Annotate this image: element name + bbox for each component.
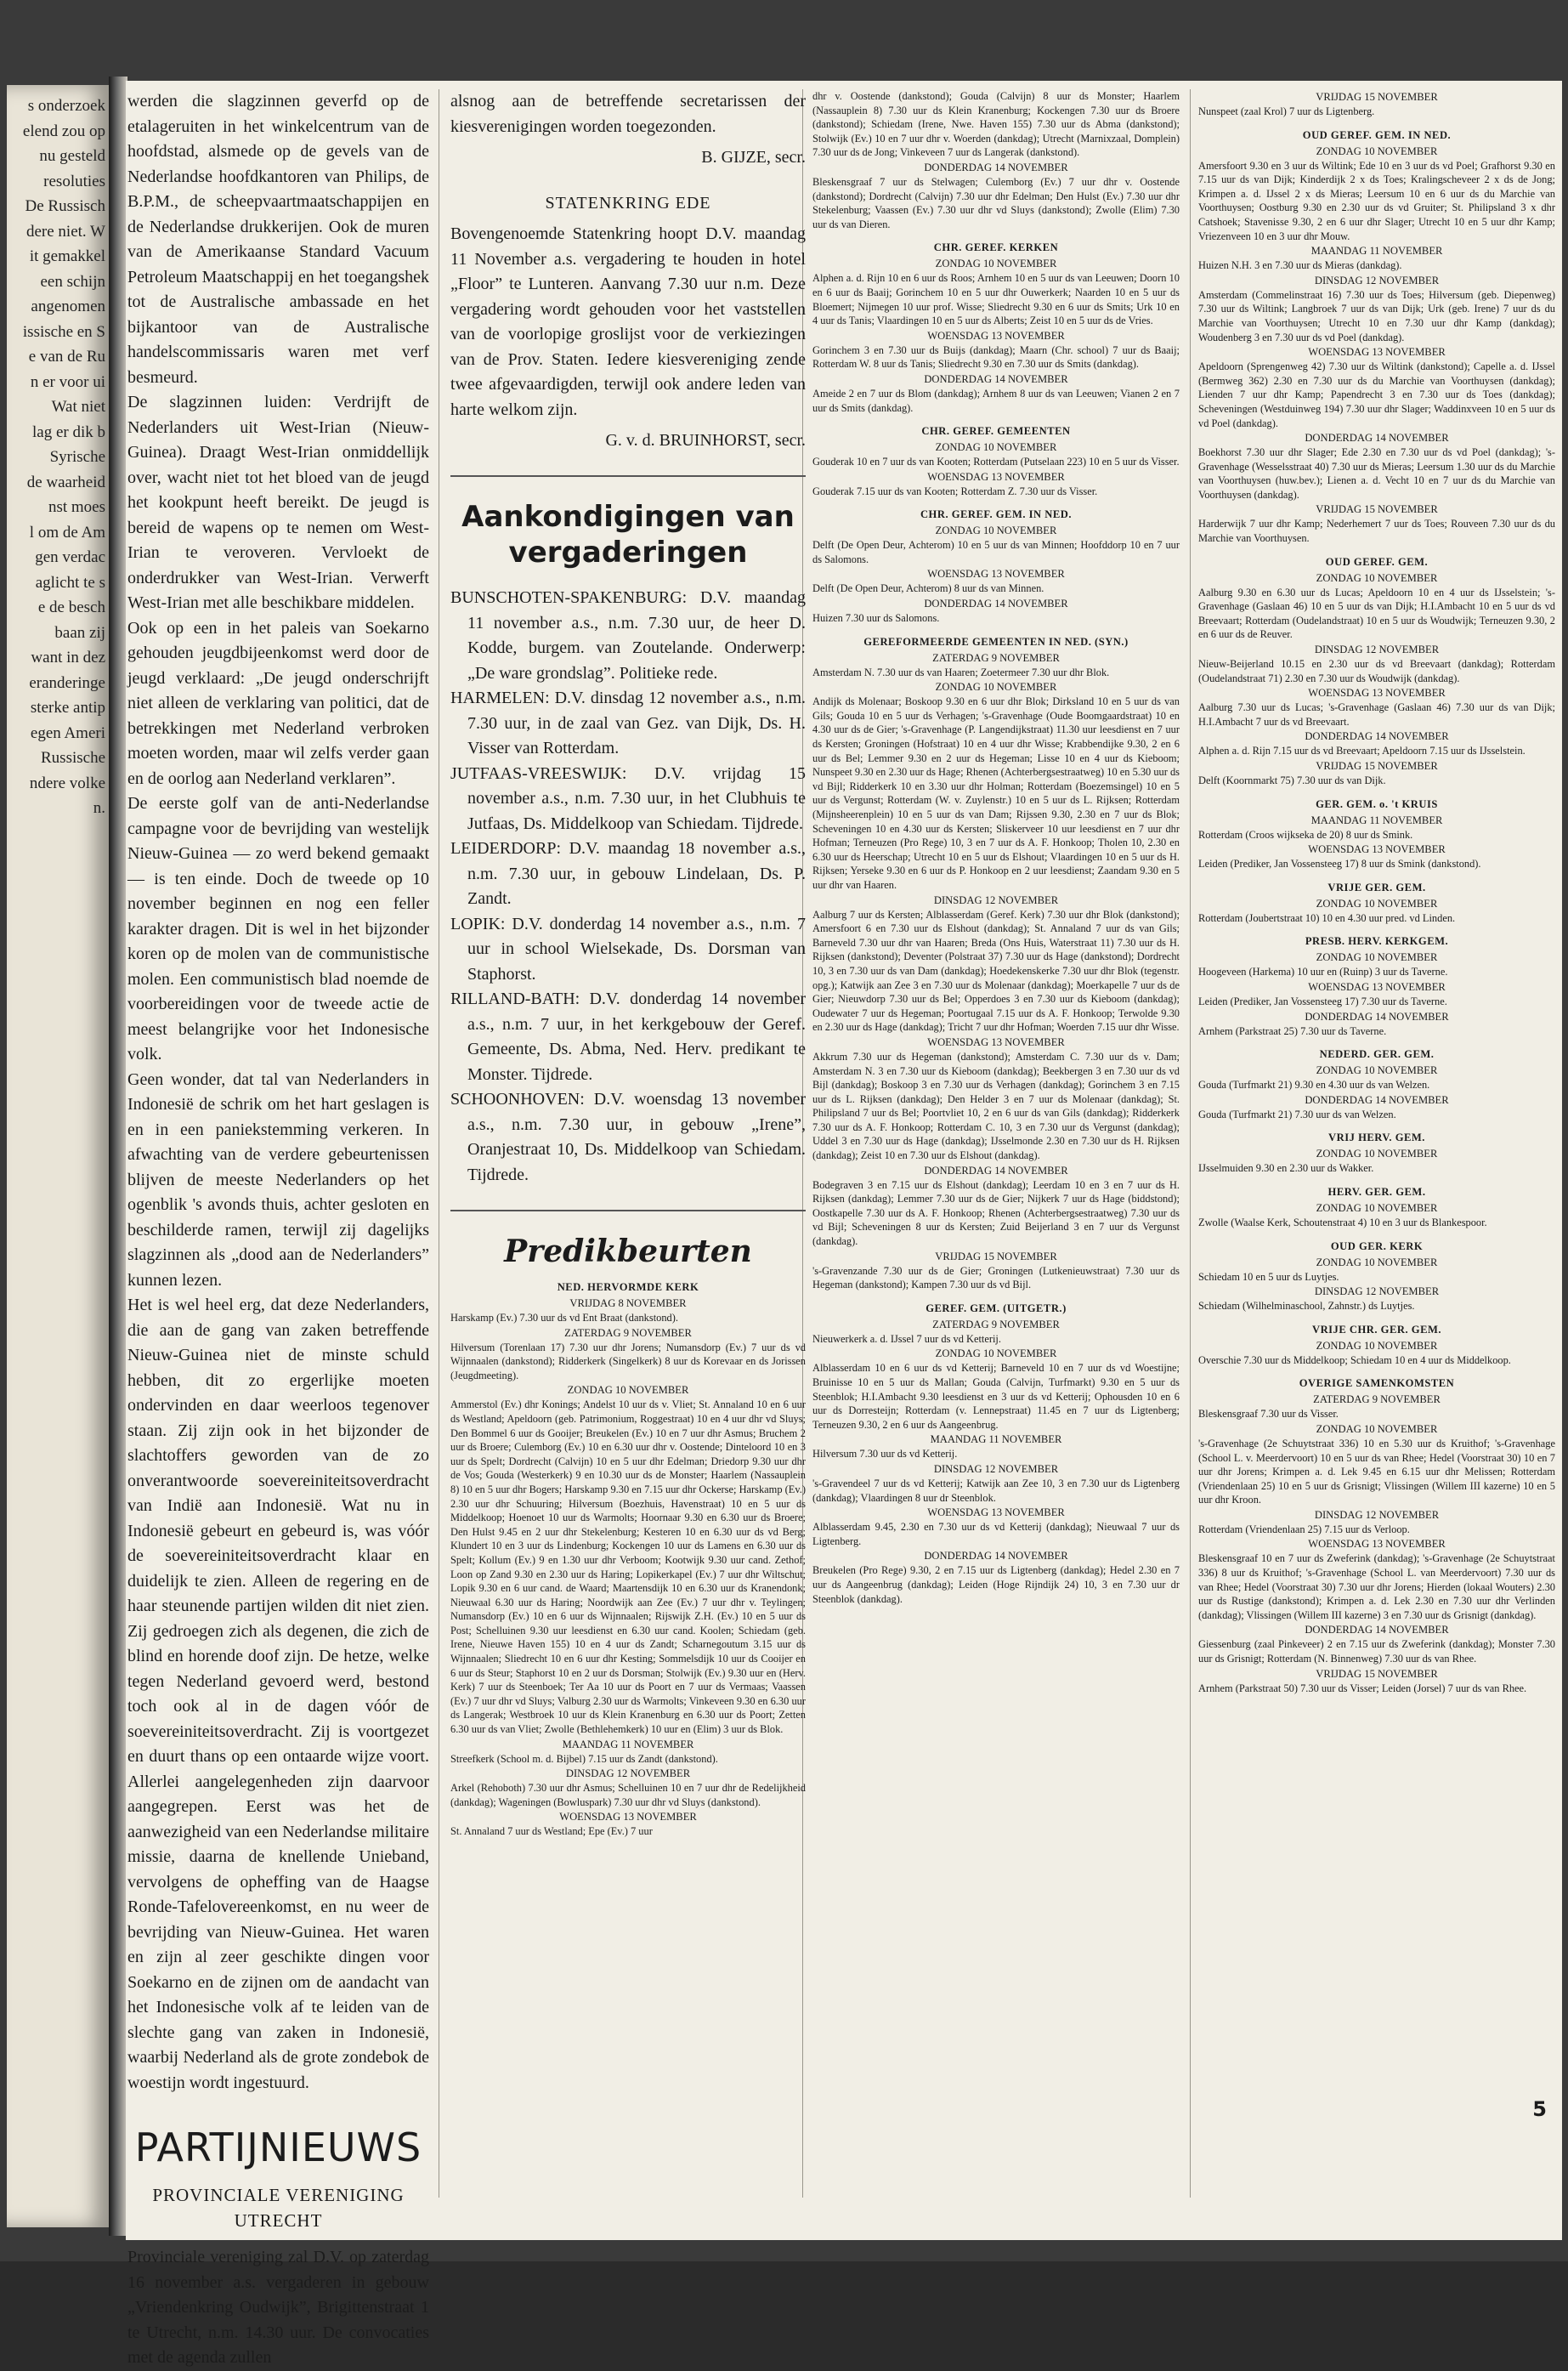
predikbeurten-heading: Predikbeurten — [504, 1234, 752, 1269]
service-list: Arkel (Rehoboth) 7.30 uur dhr Asmus; Schelluinen 10 en 7 uur dhr de Redelijkheid (dankdag); Wageningen (Bowluspark) 7.30 uur dhr vd Sluys (dankstond). — [450, 1782, 806, 1808]
day-heading: ZONDAG 10 NOVEMBER — [1316, 1256, 1438, 1268]
previous-page-text: eranderinge — [29, 673, 105, 692]
previous-page-text: elend zou op — [22, 122, 105, 140]
day-heading: ZONDAG 10 NOVEMBER — [1316, 145, 1438, 157]
day-heading: DINSDAG 12 NOVEMBER — [1314, 1508, 1440, 1521]
service-list: Arnhem (Parkstraat 50) 7.30 uur ds Visser; Leiden (Jorsel) 7 uur ds van Rhee. — [1198, 1682, 1527, 1694]
service-list: Huizen 7.30 uur ds Salomons. — [812, 612, 940, 625]
service-list: Harderwijk 7 uur dhr Kamp; Nederhemert 7 uur ds Toes; Rouveen 7.30 uur ds du Marchie van Voorthuysen. — [1198, 518, 1555, 545]
column-1 — [127, 89, 429, 2367]
day-heading: WOENSDAG 13 NOVEMBER — [1308, 1538, 1446, 1551]
service-list: Bleskensgraaf 7 uur ds Stelwagen; Culemborg (Ev.) 7 uur dhr v. Oostende (dankstond); Dordrecht (Calvijn) 7.30 uur dhr Edelman; Den Hulst (Ev.) 7.30 uur dhr Stekelenburg; Vaassen (Ev.) 7.30 uur dhr vd Sluys (dankstond); Zwolle (Elim) 7.30 uur ds van Dieren. — [812, 175, 1180, 230]
day-heading: ZONDAG 10 NOVEMBER — [1316, 951, 1438, 964]
signature: G. v. d. BRUINHORST, secr. — [605, 431, 806, 450]
column-3 — [812, 89, 1180, 2164]
day-heading: WOENSDAG 13 NOVEMBER — [1308, 843, 1446, 856]
previous-page-text: Syrische — [49, 448, 105, 466]
service-list: Breukelen (Pro Rege) 9.30, 2 en 7.15 uur ds Ligtenberg (dankdag); Hedel 2.30 en 7 uur ds Aangeenbrug (dankdag); Leiden (Hoge Rijndijk 24) 10, 3 en 7.30 uur dr Steenblok (dankdag). — [812, 1564, 1180, 1605]
service-list: Apeldoorn (Sprengenweg 42) 7.30 uur ds Wiltink (dankstond); Capelle a. d. IJssel (Bermweg 362) 2.30 en 7.30 uur ds du Marchie van Voorthuysen (dankdag); Lienden 7 uur dhr Kamp; Papendrecht 3 en 7.30 uur ds Toes (dankdag); Scheveningen (Westduinweg 194) 7.30 uur dhr Slager; Waddinxveen 10 en 5 uur ds vd Poel (dankdag). — [1198, 360, 1555, 429]
previous-page-text: l om de Am — [29, 523, 105, 542]
day-heading: WOENSDAG 13 NOVEMBER — [927, 470, 1065, 483]
day-heading: ZATERDAG 9 NOVEMBER — [564, 1326, 692, 1339]
day-heading: DINSDAG 12 NOVEMBER — [933, 893, 1059, 906]
service-list: Nieuwerkerk a. d. IJssel 7 uur ds vd Ketterij. — [812, 1332, 1001, 1345]
article-paragraph: werden die slagzinnen geverfd op de etalageruiten in het winkelcentrum van de hoofdstad, alsmede op de gevels van de Nederlandse hoofdkantoren van Philips, de B.P.M., de scheepvaartmaatschappijen en de Nederlandse drukkerijen. Ook de muren van de Amerikaanse Standard Vacuum Petroleum Maatschappij en het toegangshek tot de Australische ambassade en het bijkantoor van de Australische handelscommissaris waren met verf besmeurd. — [127, 92, 429, 387]
day-heading: ZONDAG 10 NOVEMBER — [1316, 1201, 1438, 1214]
service-list: Huizen N.H. 3 en 7.30 uur ds Mieras (dankdag). — [1198, 259, 1402, 272]
service-list: Alblasserdam 10 en 6 uur ds vd Ketterij; Barneveld 10 en 7 uur ds vd Woestijne; Bruinisse 10 en 5 uur ds Mallan; Gouda (Calvijn, Turfmarkt) 9.30 en 5 uur ds Steenblok; H.I.Ambacht 9.30 leesdienst en 3 uur ds vd Ketterij; Ophousden 10 en 6 uur ds Dorresteijn; Rotterdam (v. Lennepstraat) 11.45 en 7 uur ds Ligtenberg; Terneuzen 9.30, 2 en 6 uur ds Aangeenbrug. — [812, 1362, 1180, 1431]
day-heading: WOENSDAG 13 NOVEMBER — [927, 329, 1065, 342]
page-number: 5 — [1532, 2097, 1547, 2121]
day-heading: ZONDAG 10 NOVEMBER — [1316, 571, 1438, 584]
church-heading: GEREFORMEERDE GEMEENTEN IN NED. (SYN.) — [863, 635, 1129, 648]
day-heading: DINSDAG 12 NOVEMBER — [565, 1767, 691, 1780]
service-list: Gouderak 7.15 uur ds van Kooten; Rotterdam Z. 7.30 uur ds Visser. — [812, 485, 1098, 497]
statenkring-text: Bovengenoemde Statenkring hoopt D.V. maandag 11 November a.s. vergadering te houden in hotel „Floor” te Lunteren. Aanvang 7.30 uur n.m. Deze vergadering wordt gehouden voor het vaststellen van de voorlopige groslijst voor de verkiezingen van de Prov. Staten. Iedere kiesvereniging zende twee afgevaardigden, terwijl ook andere leden van harte welkom zijn. — [450, 224, 806, 419]
day-heading: DONDERDAG 14 NOVEMBER — [924, 372, 1068, 385]
church-heading: PRESB. HERV. KERKGEM. — [1305, 935, 1449, 948]
previous-page-text: it gemakkel — [29, 247, 105, 265]
service-list: Bleskensgraaf 7.30 uur ds Visser. — [1198, 1408, 1339, 1421]
service-list: St. Annaland 7 uur ds Westland; Epe (Ev.) 7 uur — [450, 1825, 653, 1838]
service-list: Gouda (Turfmarkt 21) 9.30 en 4.30 uur ds van Welzen. — [1198, 1079, 1430, 1092]
previous-page-text: dere niet. W — [25, 222, 105, 241]
column-2 — [450, 89, 806, 2232]
day-heading: DONDERDAG 14 NOVEMBER — [1305, 432, 1449, 445]
service-list: Ameide 2 en 7 uur ds Blom (dankdag); Arnhem 8 uur ds van Leeuwen; Vianen 2 en 7 uur ds Smits (dankdag). — [812, 387, 1180, 414]
church-heading: OVERIGE SAMENKOMSTEN — [1299, 1377, 1455, 1390]
service-list: 's-Gravenhage (2e Schuytstraat 336) 10 en 5.30 uur ds Kruithof; 's-Gravenhage (School L. v. Meerdervoort) 10 en 5 uur ds van Rhee; Hedel (Voorstraat 30) 10 en 7 uur dhr Jorens; Krimpen a. d. Lek 9.45 en 6.15 uur dhr Melissen; Rotterdam (Vriendenlaan 25) 10 en 5 uur ds Grisnigt; Vlissingen (Willem III kazerne) 10 en 5 uur dhr Kroon. — [1198, 1437, 1555, 1506]
announcement: LOPIK: D.V. donderdag 14 november a.s., n.m. 7 uur in school Wielsekade, Ds. Dorsman van Staphorst. — [450, 914, 806, 984]
previous-page-text: Wat niet — [51, 398, 105, 416]
column-4 — [1198, 89, 1555, 2164]
church-heading: CHR. GEREF. KERKEN — [933, 241, 1059, 254]
signature: B. GIJZE, secr. — [701, 148, 806, 167]
day-heading: WOENSDAG 13 NOVEMBER — [1308, 346, 1446, 359]
previous-page-text: sterke antip — [30, 699, 105, 717]
announcement: BUNSCHOTEN-SPAKENBURG: D.V. maandag 11 november a.s., n.m. 7.30 uur, de heer D. Kodde, burgem. van Zoutelande. Onderwerp: „De ware grondslag”. Politieke rede. — [450, 588, 806, 683]
service-list: Nieuw-Beijerland 10.15 en 2.30 uur ds vd Breevaart (dankdag); Rotterdam (Oudelandstraat 71) 2.30 en 7.30 uur ds Woudwijk (dankdag). — [1198, 658, 1555, 684]
service-list: Hilversum (Torenlaan 17) 7.30 uur dhr Jorens; Numansdorp (Ev.) 7 uur ds vd Wijnnaalen (dankstond); Ridderkerk (Singelkerk) 8 uur ds Korevaar en ds Jorissen (Jeugdmeeting). — [450, 1341, 806, 1381]
provincial-text: Provinciale vereniging zal D.V. op zaterdag 16 november a.s. vergaderen in gebouw „Vriendenkring Oudwijk”, Brigittenstraat 1 te Utrecht, n.m. 14.30 uur. De convocaties met de agenda zullen — [127, 2248, 429, 2367]
previous-page-text: Russische — [41, 749, 105, 767]
service-list: Delft (Koornmarkt 75) 7.30 uur ds van Dijk. — [1198, 774, 1386, 786]
service-list: 's-Gravendeel 7 uur ds vd Ketterij; Katwijk aan Zee 10, 3 en 7.30 uur ds Ligtenberg (dankdag); Vlaardingen 8 uur dr Steenblok. — [812, 1477, 1180, 1504]
service-list: dhr v. Oostende (dankstond); Gouda (Calvijn) 8 uur ds Monster; Haarlem (Nassauplein 8) 7.30 uur ds Klein Kranenburg; Kockengen 7.30 uur ds Broere (dankstond); Schiedam (Irene, Nwe. Haven 155) 7.30 uur ds Abma (dankstond); Stolwijk (Ev.) 10 en 7 uur dhr v. Woerden (dankdag); Utrecht (Marnixzaal, Domplein) 7.30 uur ds de Jong; Vinkeveen 7 uur ds Langerak (dankstond). — [812, 90, 1180, 159]
day-heading: DONDERDAG 14 NOVEMBER — [1305, 1624, 1449, 1636]
service-list: IJsselmuiden 9.30 en 2.30 uur ds Wakker. — [1198, 1162, 1374, 1175]
statenkring-heading: STATENKRING EDE — [545, 194, 711, 213]
day-heading: MAANDAG 11 NOVEMBER — [1310, 814, 1443, 826]
day-heading: ZONDAG 10 NOVEMBER — [935, 681, 1057, 694]
service-list: Rotterdam (Croos wijkseka de 20) 8 uur ds Smink. — [1198, 828, 1413, 841]
previous-page-text: e van de Ru — [28, 348, 105, 366]
service-list: Aalburg 7.30 uur ds Lucas; 's-Gravenhage (Gaslaan 46) 7.30 uur ds van Dijk; H.I.Ambacht 7 uur ds vd Breevaart. — [1198, 701, 1555, 728]
day-heading: MAANDAG 11 NOVEMBER — [1310, 245, 1443, 258]
announcement: JUTFAAS-VREESWIJK: D.V. vrijdag 15 november a.s., n.m. 7.30 uur, in het Clubhuis te Jutfaas, Ds. Middelkoop van Schiedam. Tijdrede. — [450, 763, 806, 833]
service-list: 's-Gravenzande 7.30 uur ds de Gier; Groningen (Lutkenieuwstraat) 7.30 uur ds Hegeman (dankstond); Kampen 7.30 uur ds vd Bijl. — [812, 1264, 1180, 1291]
previous-page-text: issische en S — [22, 322, 105, 341]
service-list: Amersfoort 9.30 en 3 uur ds Wiltink; Ede 10 en 3 uur ds vd Poel; Grafhorst 9.30 en 7.15 uur ds van Dijk; Kinderdijk 2 x ds Toes; Kralingscheveer 2 x ds de Jong; Krimpen a. d. IJssel 2 x ds Mieras; Leersum 10 en 6 uur ds du Marchie van Voorthuysen; Oostburg 9.30 en 2.30 uur ds vd Gruiter; St. Philipsland 3 x dhr Catshoek; Stavenisse 9.30, 2 en 6 uur dhr Slager; Utrecht 10 en 5 uur dhr Kamp; Vriezenveen 10 en 3 uur dhr Mouw. — [1198, 159, 1555, 242]
day-heading: DINSDAG 12 NOVEMBER — [1314, 274, 1440, 286]
day-heading: VRIJDAG 8 NOVEMBER — [569, 1297, 687, 1309]
day-heading: ZONDAG 10 NOVEMBER — [935, 258, 1057, 270]
service-list: Leiden (Prediker, Jan Vossensteeg 17) 8 uur ds Smink (dankstond). — [1198, 858, 1481, 871]
day-heading: ZONDAG 10 NOVEMBER — [1316, 1148, 1438, 1160]
service-list: Delft (De Open Deur, Achterom) 8 uur ds van Minnen. — [812, 582, 1044, 595]
service-list: Ammerstol (Ev.) dhr Konings; Andelst 10 uur ds v. Vliet; St. Annaland 10 en 6 uur ds Westland; Apeldoorn (geb. Patrimonium, Roggestraat) 10 en 4 uur dhr vd Sluys; Den Bommel 6 uur ds Gooijer; Breukelen (Ev.) 10 en 7 uur dhr Asmus; Bruchem 2 uur ds Broere; Culemborg (Ev.) 10 en 6.30 uur dhr v. Oostende; Dinteloord 10 en 3 uur ds Spelt; Dordrecht (Calvijn) 10 en 5 uur dhr Edelman; Driedorp 9.30 uur dhr de Vos; Gouda (Westerkerk) 9 en 10.30 uur ds de Monster; Haarlem (Nassauplein 8) 10 en 5 uur dhr Bogers; Harskamp 9.30 en 7.15 uur dhr Ockerse; Harskamp (Ev.) 2.30 uur dhr Schuuring; Hilversum (Boezhuis, Havenstraat) 10 en 5 uur ds Middelkoop; Hoenoet 10 uur ds Warmolts; Hoornaar 9.30 en 6.30 uur ds Broere; Den Hulst 9.45 en 2 uur dhr Stekelenburg; Kesteren 10 en 6.30 uur ds vd Berg; Klundert 10 en 3 uur ds Lindenburg; Kockengen 10 uur ds Lamens en 6.30 uur ds Spelt; Kollum (Ev.) 9 en 1.30 uur dhr Verboom; Kootwijk 9.30 uur cand. Zethof; Loon op Zand 9.30 en 2.30 uur ds Haring; Lopikerkapel (Ev.) 7 uur dhr Wiltschut; Lopik 9.30 en 6 uur cand. de Waard; Maartensdijk 10 en 6.30 uur ds Kranendonk; Nieuwaal 6.30 uur ds Haring; Noordwijk aan Zee (Ev.) 7 uur dhr v. Teylingen; Numansdorp (Ev.) 10 en 6 uur ds Wijnnaalen; Rijswijk Z.H. (Ev.) 10 en 5 uur ds Post; Schelluinen 9.30 uur leesdienst en 6.30 uur cand. Koolen; Schiedam (geb. Irene, Nieuwe Haven 155) 10 en 4 uur ds Zandt; Scharnegoutum 3.15 uur ds Wijnnaalen; Sliedrecht 10 en 6 uur dhr Kesting; Sommelsdijk 10 uur ds Cooijer en 6 uur ds Steur; Staphorst 10 en 2 uur ds Dorsman; Stolwijk (Ev.) 9.30 uur en (Herv. Kerk) 7 uur ds Steenboek; Ter Aa 10 uur ds Poort en 7 uur ds Vermaas; Vaassen (Ev.) 7 uur dhr vd Sluys; Valburg 2.30 uur ds Warmolts; Vinkeveen 9.30 en 6.30 uur ds Langerak; Westbroek 10 uur ds Klein Kranenburg en 6.30 uur ds Poort; Zetten 6.30 uur ds van Vliet; Zwolle (Bethlehemkerk) 10 uur en (Elim) 3 uur ds Blok. — [450, 1398, 806, 1736]
day-heading: ZATERDAG 9 NOVEMBER — [932, 1318, 1060, 1330]
service-list: Alblasserdam 9.45, 2.30 en 7.30 uur ds vd Ketterij (dankdag); Nieuwaal 7 uur ds Ligtenberg. — [812, 1521, 1180, 1547]
church-heading: VRIJE CHR. GER. GEM. — [1311, 1323, 1442, 1336]
day-heading: DINSDAG 12 NOVEMBER — [1314, 644, 1440, 656]
church-heading: CHR. GEREF. GEMEENTEN — [921, 425, 1071, 438]
day-heading: ZONDAG 10 NOVEMBER — [935, 1347, 1057, 1360]
church-heading: NEDERD. GER. GEM. — [1319, 1048, 1435, 1061]
article-paragraph: Ook op een in het paleis van Soekarno gehouden jeugdbijeenkomst werd door de jeugd verklaard: „De jeugd onderschrijft niet alleen de verklaring van politici, dat de betrekkingen met Nederland verbroken moeten worden, maar wil zelfs verder gaan en de oorlog aan Nederland verklaren”. — [127, 618, 429, 788]
church-heading: GER. GEM. o. 't KRUIS — [1316, 797, 1438, 810]
service-list: Delft (De Open Deur, Achterom) 10 en 5 uur ds van Minnen; Hoofddorp 10 en 7 uur ds Salomons. — [812, 539, 1180, 565]
church-heading: OUD GER. KERK — [1330, 1239, 1424, 1252]
service-list: Streefkerk (School m. d. Bijbel) 7.15 uur ds Zandt (dankstond). — [450, 1752, 718, 1765]
church-heading: OUD GEREF. GEM. — [1325, 555, 1429, 568]
service-list: Alphen a. d. Rijn 7.15 uur ds vd Breevaart; Apeldoorn 7.15 uur ds IJsselstein. — [1198, 745, 1526, 757]
day-heading: ZONDAG 10 NOVEMBER — [1316, 897, 1438, 910]
day-heading: VRIJDAG 15 NOVEMBER — [1316, 1667, 1438, 1680]
service-list: Arnhem (Parkstraat 25) 7.30 uur ds Taverne. — [1198, 1024, 1387, 1037]
service-list: Rotterdam (Joubertstraat 10) 10 en 4.30 uur pred. vd Linden. — [1198, 911, 1456, 924]
day-heading: VRIJDAG 15 NOVEMBER — [935, 1250, 1057, 1262]
previous-page-text: resoluties — [43, 172, 105, 190]
book-spine — [109, 77, 127, 2236]
day-heading: DONDERDAG 14 NOVEMBER — [1305, 730, 1449, 743]
day-heading: ZATERDAG 9 NOVEMBER — [1313, 1393, 1441, 1406]
announcement: HARMELEN: D.V. dinsdag 12 november a.s., n.m. 7.30 uur, in de zaal van Gez. van Dijk, Ds. H. Visser van Rotterdam. — [450, 689, 806, 757]
day-heading: DONDERDAG 14 NOVEMBER — [924, 598, 1068, 610]
previous-page-text: lag er dik b — [31, 423, 105, 441]
announcement: RILLAND-BATH: D.V. donderdag 14 november a.s., n.m. 7 uur, in het kerkgebouw der Geref. Gemeente, Ds. Abma, Ned. Herv. predikant te Monster. Tijdrede. — [450, 990, 806, 1084]
day-heading: VRIJDAG 15 NOVEMBER — [1316, 503, 1438, 516]
previous-page-text: gen verdac — [35, 548, 105, 566]
day-heading: MAANDAG 11 NOVEMBER — [930, 1433, 1062, 1446]
column-rule — [1190, 89, 1191, 2198]
service-list: Boekhorst 7.30 uur dhr Slager; Ede 2.30 en 7.30 uur ds vd Poel (dankdag); 's-Gravenhage (Wesselsstraat 40) 7.30 uur ds Mieras; Leersum 1.30 uur ds du Marchie van Voorthuysen (huw.bev.); Lienen a. d. Vecht 10 en 7 uur ds du Marchie van Voorthuysen (dankdag). — [1198, 446, 1555, 501]
previous-page-text: baan zij — [54, 623, 105, 642]
provincial-heading: PROVINCIALE VERENIGING UTRECHT — [152, 2185, 405, 2231]
service-list: Gorinchem 3 en 7.30 uur ds Buijs (dankdag); Maarn (Chr. school) 7 uur ds Baaij; Rotterdam W. 8 uur ds Tanis; Sliedrecht 9.30 en 7.30 uur ds Smits (dankdag). — [812, 343, 1180, 371]
day-heading: DONDERDAG 14 NOVEMBER — [924, 1164, 1068, 1177]
section-rule — [450, 1210, 806, 1211]
service-list: Andijk ds Molenaar; Boskoop 9.30 en 6 uur dhr Blok; Dirksland 10 en 5 uur ds van Gils; Gouda 10 en 5 uur ds Verhagen; 's-Gravenhage (Oude Boomgaardstraat) 10 en 4.30 uur ds de Gier; 's-Gravenhage (P. Langendijkstraat) 11.30 uur leesdienst en 7 uur ds Kersten; Groningen (Hofstraat) 10 en 4 uur dhr Wisse; Krabbendijke 9.30, 2 en 6 uur ds Bel; Lemmer 9.30 en 2 uur ds Hegeman; Lisse 10 en 4 uur ds Kieboom; Nunspeet 9.30 en 2.30 uur ds Hage; Rhenen (Achterbergsestraatweg) 10 en 5.30 uur ds vd Bijl; Ridderkerk 10 en 3.30 uur dhr Holman; Rotterdam (Boezemsingel) 10 en 5 uur ds Vergunst; Rotterdam (W. v. Zuylenstr.) 10 en 5 uur ds L. Rijksen; Rotterdam (Mijnsheerenplein) 10 en 5 uur ds van Dam; Rijssen 9.30, 2.30 en 7 uur ds Blok; Scheveningen 10 en 4.30 uur ds Kersten; Sliskerveer 10 uur leesdienst en 7 uur dhr Hofman; Terneuzen (Pro Rege) 10, 3 en 7 uur ds A. F. Honkoop; Tholen 10, 2.30 en 6.30 uur ds Heerschap; Utrecht 10 en 5 uur ds Elshout; Vlaardingen 10 en 5 uur ds H. Rijksen; Yerseke 9.30 en 6 uur ds P. Honkoop en 2 uur leesdienst; Zaandam 9.30 en 5 uur dhr van Haaren. — [812, 695, 1180, 891]
day-heading: WOENSDAG 13 NOVEMBER — [1308, 687, 1446, 700]
announcements-list — [450, 586, 806, 1188]
previous-page-text: n. — [93, 799, 105, 817]
previous-page-text: De Russisch — [25, 197, 105, 215]
church-heading: GEREF. GEM. (UITGETR.) — [926, 1302, 1067, 1314]
day-heading: WOENSDAG 13 NOVEMBER — [559, 1811, 697, 1824]
day-heading: MAANDAG 11 NOVEMBER — [562, 1738, 694, 1750]
service-list: Rotterdam (Vriendenlaan 25) 7.15 uur ds Verloop. — [1198, 1523, 1410, 1535]
church-heading: HERV. GER. GEM. — [1327, 1185, 1426, 1198]
service-list: Akkrum 7.30 uur ds Hegeman (dankstond); Amsterdam C. 7.30 uur ds v. Dam; Amsterdam N. 3 en 7.30 uur ds Kieboom (dankdag); Beekbergen 3 en 7.30 uur ds vd Bijl (dankdag); Boskoop 3 en 7.30 uur ds Verhagen (dankdag); Gorinchem 3 en 7.15 uur ds L. Rijksen (dankdag); Den Helder 3 en 7 uur ds Molenaar (dankdag); St. Philipsland 7 uur ds Bel; Poortvliet 10, 2 en 6 uur ds van Gils (dankdag); Ridderkerk 7.30 uur ds A. F. Honkoop; Rotterdam C. 10, 3 en 7.30 uur ds Vergunst (dankdag); Uddel 3 en 7.30 uur ds Hage (dankdag); IJsselmonde 2.30 en 7.30 uur ds H. Rijksen (dankdag); Zeist 10 en 7.30 uur ds Elshout (dankdag). — [812, 1050, 1180, 1162]
previous-page-text: nst moes — [48, 498, 105, 516]
day-heading: WOENSDAG 13 NOVEMBER — [927, 1035, 1065, 1048]
day-heading: DINSDAG 12 NOVEMBER — [1314, 1285, 1440, 1298]
article-paragraph: Het is wel heel erg, dat deze Nederlanders, die aan de gang van zaken betreffende Nieuw-Guinea niet de minste schuld hebben, dit zo ergerlijke moeten ondervinden en daar weerloos tegenover staan. Zij zijn ook in het bijzonder de slachtoffers geworden van de zo onverantwoorde soevereiniteitsoverdracht van Indië aan Indonesië. Wat nu in Indonesië gebeurt en gebeurd is, was vóór de soevereiniteitsoverdracht klaar en duidelijk te zien. Alleen de regering en de haar steunende partijen wilden dit niet zien. Zij gedroegen zich als degenen, die zich de blind en horende doof zijn. De hetze, welke tegen Nederland gevoerd werd, bestond toch ook al in de dagen vóór de soevereiniteitsoverdracht. Zij is voortgezet en duurt thans op een ontaarde wijze voort. Allerlei aangelegenheden zijn daarvoor aangegrepen. Eerst was het de aanwezigheid van een Nederlandse militaire missie, daarna de knellende Unieband, vervolgens de opheffing van de Haagse Ronde-Tafelovereenkomst, en nu weer de bevrijding van Nieuw-Guinea. Het waren en zijn al zeer geschikte dingen voor Soekarno en de zijnen om de aandacht van het Indonesische volk af te leiden van de slechte gang van zaken in Indonesië, waarbij Nederland als de grote zondebok de woestijn wordt ingestuurd. — [127, 1296, 429, 2092]
day-heading: DONDERDAG 14 NOVEMBER — [1305, 1010, 1449, 1023]
service-list: Leiden (Prediker, Jan Vossensteeg 17) 7.30 uur ds Taverne. — [1198, 995, 1447, 1007]
day-heading: ZONDAG 10 NOVEMBER — [935, 525, 1057, 537]
announcements-heading: Aankondigingen van vergaderingen — [461, 500, 795, 570]
service-list: Gouda (Turfmarkt 21) 7.30 uur ds van Welzen. — [1198, 1108, 1396, 1120]
day-heading: DONDERDAG 14 NOVEMBER — [1305, 1093, 1449, 1106]
day-heading: ZATERDAG 9 NOVEMBER — [932, 651, 1060, 664]
previous-page-text: e de besch — [37, 598, 105, 616]
day-heading: WOENSDAG 13 NOVEMBER — [1308, 980, 1446, 993]
previous-page-text: s onderzoek — [27, 97, 105, 115]
previous-page-text: aglicht te s — [35, 573, 105, 592]
previous-page-text: een schijn — [40, 272, 105, 291]
day-heading: DINSDAG 12 NOVEMBER — [933, 1462, 1059, 1475]
service-list: Hoogeveen (Harkema) 10 uur en (Ruinp) 3 uur ds Taverne. — [1198, 966, 1448, 978]
day-heading: ZONDAG 10 NOVEMBER — [1316, 1422, 1438, 1435]
service-list: Harskamp (Ev.) 7.30 uur ds vd Ent Braat (dankstond). — [450, 1312, 678, 1324]
service-list: Bleskensgraaf 10 en 7 uur ds Zweferink (dankdag); 's-Gravenhage (2e Schuytstraat 336) 8 uur ds Kruithof; 's-Gravenhage (School L. van Meerdervoort) 7.30 uur ds van Rhee; Hedel (Voorstraat 30) 7.30 uur dhr Jorens; Hierden (lokaal Wouters) 2.30 uur ds Rustige (dankstond); Krimpen a. d. Lek 2.30 en 7.30 uur dhr Verlinden (dankdag); Vlissingen (Willem III kazerne) 3 en 7.30 uur ds Grisnigt (dankdag). — [1198, 1552, 1555, 1621]
service-list: Schiedam 10 en 5 uur ds Luytjes. — [1198, 1270, 1339, 1283]
church-heading: NED. HERVORMDE KERK — [557, 1281, 699, 1293]
church-services — [450, 1281, 806, 1839]
previous-page-text: nu gesteld — [39, 147, 105, 165]
previous-page-text: n er voor ui — [30, 372, 105, 391]
day-heading: WOENSDAG 13 NOVEMBER — [927, 568, 1065, 581]
intro-text: alsnog aan de betreffende secretarissen der kiesverenigingen worden toegezonden. — [450, 92, 806, 136]
day-heading: ZONDAG 10 NOVEMBER — [567, 1384, 689, 1397]
service-list: Amsterdam (Commelinstraat 16) 7.30 uur ds Toes; Hilversum (geb. Diepenweg) 7.30 uur ds Wiltink; Langbroek 7 uur ds van Dijk; Urk (geb. Irene) 7 uur ds du Marchie van Voorthuysen; Utrecht 10 en 7.30 uur dhr Kamp (dankdag); Woudenberg 3 en 7.30 uur ds vd Poel (dankdag). — [1198, 288, 1555, 343]
previous-page-text: ndere volke — [29, 774, 105, 792]
section-rule — [450, 475, 806, 477]
announcement: LEIDERDORP: D.V. maandag 18 november a.s., n.m. 7.30 uur, in gebouw Lindelaan, Ds. P. Zandt. — [450, 839, 806, 908]
day-heading: ZONDAG 10 NOVEMBER — [1316, 1064, 1438, 1077]
day-heading: ZONDAG 10 NOVEMBER — [935, 441, 1057, 454]
day-heading: DONDERDAG 14 NOVEMBER — [924, 161, 1068, 173]
previous-page-text: angenomen — [31, 298, 105, 315]
previous-page-text: want in dez — [31, 649, 105, 666]
article-paragraph: Geen wonder, dat tal van Nederlanders in Indonesië de schrik om het hart geslagen is en in een paniekstemming verkeren. In afwachting van de verdere gebeurtenissen blijven de meeste Nederlanders op het ogenblik 's avonds thuis, achter gesloten en beschilderde ramen, terwijl zij dagelijks slagzinnen als „dood aan de Nederlanders” kunnen lezen. — [127, 1069, 429, 1290]
partijnieuws-heading: PARTIJNIEUWS — [134, 2124, 422, 2170]
service-list: Alphen a. d. Rijn 10 en 6 uur ds Roos; Arnhem 10 en 5 uur ds van Leeuwen; Doorn 10 en 6 uur ds Baaij; Gorinchem 10 en 5 uur dhr Ouwerkerk; Naarden 10 en 5 uur ds Bloemert; Nijmegen 10 uur prof. Wisse; Sliedrecht 9.30 en 6 uur ds Smits; Urk 10 en 4 uur ds Tanis; Vlaardingen 10 en 5 uur ds Alberts; Zeist 10 en 5 uur ds de Vries. — [812, 272, 1180, 327]
article-paragraph: De eerste golf van de anti-Nederlandse campagne voor de bevrijding van westelijk Nieuw-Guinea — zo werd bekend gemaakt — is ten einde. Doch de tweede op 10 november beginnen en nog een feller karakter dragen. Dit is wel in het bijzonder koren op de molen van de communistische molen. Een communistisch blad noemde de voorbereidingen voor de tweede actie de meest belangrijke voor het Indonesische volk. — [127, 794, 429, 1064]
previous-page-edge — [7, 85, 110, 2227]
previous-page-text: egen Ameri — [30, 723, 105, 742]
previous-page-text: de waarheid — [26, 473, 105, 491]
service-list: Aalburg 7 uur ds Kersten; Alblasserdam (Geref. Kerk) 7.30 uur dhr Blok (dankstond); Amersfoort 6 en 7.30 uur ds Elshout (dankdag); St. Annaland 7 uur ds van Gils; Barneveld 7.30 uur dhr van Haaren; Breda (Ons Huis, Waterstraat 11) 7.30 uur ds H. Rijksen (dankstond); Deventer (Polstraat 37) 7.30 uur ds Hage (dankstond); Dordrecht 10, 3 en 7.30 uur ds van Dam (dankdag); Hoedekenskerke 7.30 uur dhr Blok (tegenstr. opg.); Katwijk aan Zee 3 en 7.30 uur ds Molenaar (dankdag); Moerkapelle 7 uur ds de Gier; Nieuwdorp 7.30 uur ds Bel; Opperdoes 3 en 7.30 uur ds Kieboom (dankdag); Oudewater 7 uur ds Hegeman; Poortugaal 7.15 uur ds A. F. Honkoop; Terwolde 9.30 en 2.30 uur ds Hage (dankdag); Tricht 7 uur dhr Hofman; Woerden 7.15 uur dhr Wisse. — [812, 908, 1180, 1034]
church-heading: OUD GEREF. GEM. IN NED. — [1302, 128, 1452, 141]
day-heading: VRIJDAG 15 NOVEMBER — [1316, 91, 1438, 103]
newspaper-page — [126, 81, 1562, 2367]
day-heading: VRIJDAG 15 NOVEMBER — [1316, 760, 1438, 772]
church-heading: VRIJ HERV. GEM. — [1328, 1132, 1425, 1144]
service-list: Aalburg 9.30 en 6.30 uur ds Lucas; Apeldoorn 10 en 4 uur ds IJsselstein; 's-Gravenhage (Gaslaan 46) 10 en 5 uur ds van Dijk; H.I.Ambacht 10 en 5 uur ds vd Breevaart; Rotterdam (Oudelandstraat) 10 en 5 uur ds Woudwijk; Terneuzen 9.30, 2 en 6 uur ds de Reuver. — [1198, 586, 1555, 641]
service-list: Hilversum 7.30 uur ds vd Ketterij. — [812, 1448, 958, 1461]
service-list: Giessenburg (zaal Pinkeveer) 2 en 7.15 uur ds Zweferink (dankdag); Monster 7.30 uur ds Grisnigt; Rotterdam (N. Binnenweg) 7.30 uur ds van Rhee. — [1198, 1638, 1555, 1665]
article-paragraph: De slagzinnen luiden: Verdrijft de Nederlanders uit West-Irian (Nieuw-Guinea). Draagt West-Irian onmiddellijk over, wacht niet tot het bloed van de jeugd het kookpunt heeft bereikt. De jeugd is bereid de wapens op te nemen om West-Irian te veroveren. Vervloekt de onderdrukker van West-Irian. Verwerft West-Irian met alle beschikbare middelen. — [127, 393, 429, 612]
service-list: Zwolle (Waalse Kerk, Schoutenstraat 4) 10 en 3 uur ds Blankespoor. — [1198, 1216, 1487, 1228]
church-heading: CHR. GEREF. GEM. IN NED. — [920, 508, 1073, 521]
day-heading: WOENSDAG 13 NOVEMBER — [927, 1506, 1065, 1519]
article-text — [127, 89, 429, 2096]
service-list: Overschie 7.30 uur ds Middelkoop; Schiedam 10 en 4 uur ds Middelkoop. — [1198, 1353, 1511, 1366]
day-heading: ZONDAG 10 NOVEMBER — [1316, 1339, 1438, 1352]
service-list: Schiedam (Wilhelminaschool, Zahnstr.) ds Luytjes. — [1198, 1300, 1415, 1313]
service-list: Nunspeet (zaal Krol) 7 uur ds Ligtenberg. — [1198, 105, 1375, 117]
announcement: SCHOONHOVEN: D.V. woensdag 13 november a.s., n.m. 7.30 uur, in gebouw „Irene”, Oranjestraat 10, Ds. Middelkoop van Schiedam. Tijdrede. — [450, 1090, 806, 1184]
service-list: Bodegraven 3 en 7.15 uur ds Elshout (dankdag); Leerdam 10 en 3 en 7 uur ds H. Rijksen (dankdag); Lemmer 7.30 uur ds de Gier; Nijkerk 7 uur ds Hage (biddstond); Oostkapelle 7.30 uur ds A. F. Honkoop; Rhenen (Achterbergsestraatweg) 7.30 uur ds vd Bijl; Scheveningen 8 uur ds Kersten; Zuid Beijerland 3 en 7 uur ds Vergunst (dankdag). — [812, 1178, 1180, 1248]
church-services — [812, 89, 1180, 1606]
church-heading: VRIJE GER. GEM. — [1327, 881, 1426, 893]
church-services — [1198, 91, 1555, 1695]
day-heading: DONDERDAG 14 NOVEMBER — [924, 1550, 1068, 1563]
service-list: Gouderak 10 en 7 uur ds van Kooten; Rotterdam (Putselaan 223) 10 en 5 uur ds Visser. — [812, 456, 1180, 468]
service-list: Amsterdam N. 7.30 uur ds van Haaren; Zoetermeer 7.30 uur dhr Blok. — [812, 666, 1110, 678]
